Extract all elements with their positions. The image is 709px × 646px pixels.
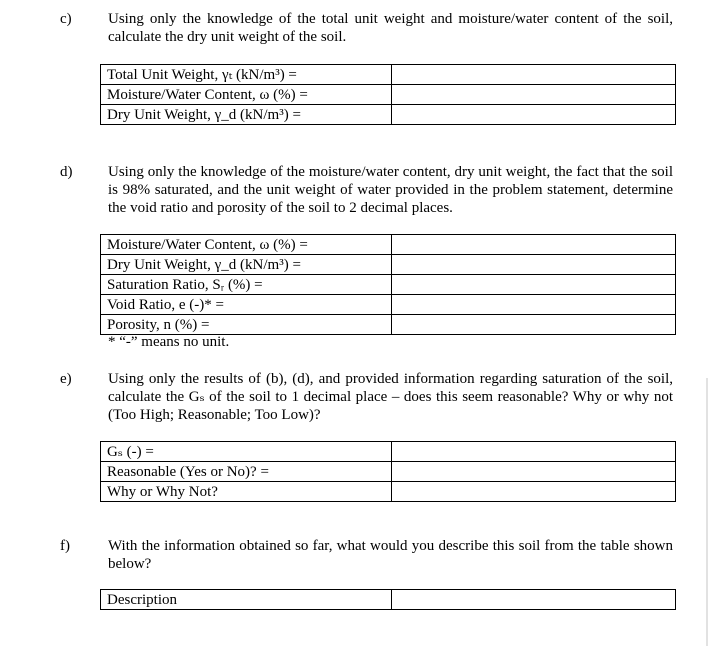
answer-table [100,64,676,125]
question-text: Using only the knowledge of the moisture/water content, dry unit weight, the fact that the soil is 98% saturated, and the unit weight of water provided in the problem statement, determine the void ratio and porosity of the soil to 2 decimal places. [108,164,673,216]
answer-table [100,441,676,502]
footnote: * “-” means no unit. [108,334,230,350]
row-label: Void Ratio, e (-)* = [101,295,392,315]
answer-table [100,589,676,610]
answer-cell[interactable] [392,482,676,502]
answer-cell[interactable] [392,315,676,335]
answer-table [100,234,676,335]
answer-cell[interactable] [392,462,676,482]
table-row [101,65,676,85]
row-label: Dry Unit Weight, γ_d (kN/m³) = [101,255,392,275]
question-label: e) [60,371,72,387]
answer-cell[interactable] [392,85,676,105]
row-label: Gₛ (-) = [101,442,392,462]
table-row [101,235,676,255]
row-label: Saturation Ratio, Sᵣ (%) = [101,275,392,295]
row-label: Dry Unit Weight, γ_d (kN/m³) = [101,105,392,125]
answer-cell[interactable] [392,442,676,462]
question-text: Using only the results of (b), (d), and provided information regarding saturation of the soil, calculate the Gₛ of the soil to 1 decimal place – does this seem reasonable? Why or why not (Too High; Reasonable; Too Low)? [108,371,673,423]
row-label: Reasonable (Yes or No)? = [101,462,392,482]
page-edge-shadow [706,378,708,646]
table-row [101,482,676,502]
answer-cell[interactable] [392,275,676,295]
row-label: Description [101,590,392,610]
question-label: d) [60,164,73,180]
table-row [101,442,676,462]
answer-cell[interactable] [392,590,676,610]
answer-cell[interactable] [392,255,676,275]
row-label: Moisture/Water Content, ω (%) = [101,235,392,255]
table-row [101,255,676,275]
answer-cell[interactable] [392,105,676,125]
table-row [101,590,676,610]
answer-cell[interactable] [392,295,676,315]
row-label: Total Unit Weight, γₜ (kN/m³) = [101,65,392,85]
table-row [101,275,676,295]
question-text: With the information obtained so far, what would you describe this soil from the table shown below? [108,538,673,572]
table-row [101,295,676,315]
question-label: c) [60,11,72,27]
table-row [101,105,676,125]
answer-cell[interactable] [392,235,676,255]
answer-cell[interactable] [392,65,676,85]
row-label: Why or Why Not? [101,482,392,502]
row-label: Moisture/Water Content, ω (%) = [101,85,392,105]
question-text: Using only the knowledge of the total unit weight and moisture/water content of the soil, calculate the dry unit weight of the soil. [108,11,673,45]
row-label: Porosity, n (%) = [101,315,392,335]
table-row [101,85,676,105]
table-row [101,462,676,482]
table-row [101,315,676,335]
question-label: f) [60,538,70,554]
